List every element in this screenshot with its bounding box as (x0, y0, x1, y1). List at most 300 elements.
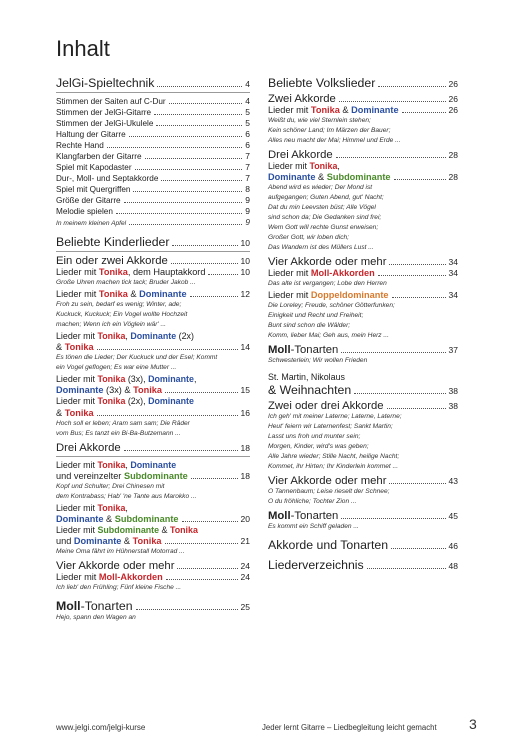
leader-dots (182, 521, 238, 522)
toc-item[interactable] (56, 173, 250, 184)
song-line: aufgegangen; Guten Abend, gut' Nacht; (268, 194, 384, 202)
leader-dots (133, 191, 242, 192)
run-text: Tonika (309, 161, 338, 171)
entry-page: 38 (448, 386, 458, 397)
run-text: (3x), (125, 374, 149, 385)
category-entry[interactable] (268, 105, 458, 116)
leader-dots (389, 264, 445, 265)
run-text: , (125, 459, 131, 470)
song-list (56, 353, 250, 373)
entry-label (56, 267, 205, 277)
subsection-heading[interactable] (268, 149, 458, 161)
song-line: Die Loreley; Freude, schöner Götterfunken; (268, 302, 395, 310)
run-text: Subdominante (326, 172, 391, 183)
run-text: Dominante (148, 396, 194, 407)
entry-page: 28 (448, 150, 458, 160)
entry-page: 24 (240, 572, 250, 583)
leader-dots (171, 263, 238, 264)
entry-label: Spiel mit Kapodaster (56, 163, 132, 172)
run-text: Tonika (97, 502, 126, 513)
leader-dots (97, 349, 238, 350)
run-text: Tonika (64, 407, 94, 418)
toc-entry[interactable] (56, 396, 250, 418)
leader-dots (339, 101, 446, 102)
run-text: Subdominante (97, 525, 160, 536)
entry-label (268, 105, 399, 115)
entry-label: Spiel mit Quergriffen (56, 185, 131, 194)
entry-label: Rechte Hand (56, 141, 104, 150)
entry-line (56, 460, 250, 471)
leader-dots (97, 415, 238, 416)
section-heading[interactable] (268, 558, 458, 572)
entry-page: 28 (448, 172, 458, 183)
leader-dots (124, 450, 238, 451)
run-text: , (337, 161, 340, 171)
entry-line-last[interactable] (56, 385, 250, 396)
song-line: Großer Gott, wir loben dich; (268, 234, 349, 242)
song-list (268, 412, 458, 472)
entry-line (56, 374, 250, 385)
run-text: Dominante (56, 385, 104, 396)
leader-dots (157, 86, 242, 87)
leader-dots (387, 408, 446, 409)
song-list (268, 356, 458, 366)
entry-label: Dur-, Moll- und Septakkorde (56, 174, 159, 183)
category-entry[interactable] (56, 572, 250, 583)
run-text: und (56, 536, 74, 547)
toc-entry[interactable] (56, 503, 250, 525)
song-line: Dat du min Leevsten büst; Alle Vögel (268, 204, 376, 212)
leader-dots (165, 392, 238, 393)
toc-entry[interactable] (56, 525, 250, 547)
run-text: Lieder mit (56, 502, 98, 513)
entry-label (56, 599, 133, 613)
run-text: Dominante (56, 514, 104, 525)
toc-entry[interactable] (56, 331, 250, 353)
subsection-heading[interactable] (268, 344, 458, 356)
toc-item[interactable] (56, 151, 250, 162)
song-line: Meine Oma fährt im Hühnerstall Motorrad ... (56, 548, 185, 556)
divider (56, 456, 250, 457)
entry-page: 26 (448, 79, 458, 89)
category-entry[interactable] (268, 268, 458, 279)
toc-item[interactable] (56, 129, 250, 140)
toc-left-column (56, 76, 250, 624)
leader-dots (129, 224, 242, 225)
entry-line (56, 331, 250, 342)
footer-url[interactable]: www.jelgi.com/jelgi-kurse (56, 723, 146, 732)
run-text: Moll-Akkorden (310, 268, 375, 279)
song-entry[interactable] (56, 217, 250, 229)
entry-label (268, 344, 338, 356)
run-text: Lieder mit (268, 161, 310, 171)
leader-dots (135, 169, 243, 170)
section-heading[interactable] (56, 235, 250, 249)
entry-label (56, 536, 162, 546)
section-heading[interactable] (268, 76, 458, 90)
page-title: Inhalt (56, 36, 110, 61)
entry-label: Vier Akkorde oder mehr (268, 475, 387, 488)
entry-page: 37 (448, 345, 458, 356)
run-text: Dominante (130, 459, 177, 470)
entry-label: Stimmen der JelGi-Ukulele (56, 119, 154, 128)
run-text: und vereinzelter (56, 470, 124, 481)
entry-label (56, 342, 94, 352)
song-list (268, 279, 458, 289)
toc-item[interactable] (56, 162, 250, 173)
leader-dots (336, 157, 446, 158)
entry-page: 48 (448, 561, 458, 572)
entry-label (268, 290, 389, 300)
leader-dots (165, 543, 238, 544)
leader-dots (116, 213, 242, 214)
entry-page: 46 (448, 541, 458, 552)
entry-page: 5 (245, 107, 250, 117)
song-line: vom Bus; Es tanzt ein Bi-Ba-Butzemann ... (56, 429, 181, 437)
run-text: & (127, 289, 140, 299)
leader-dots (124, 202, 243, 203)
entry-label: Drei Akkorde (268, 149, 333, 161)
run-text: & (159, 525, 170, 536)
leader-dots (378, 86, 445, 87)
song-list (56, 583, 250, 593)
run-text: Tonika (97, 396, 126, 407)
song-line: Einigkeit und Recht und Freiheit; (268, 312, 364, 320)
entry-label: Größe der Gitarre (56, 196, 121, 205)
entry-label: Beliebte Kinderlieder (56, 235, 170, 249)
leader-dots (190, 296, 238, 297)
leader-dots (161, 180, 242, 181)
entry-label: Vier Akkorde oder mehr (56, 560, 175, 573)
song-line: Alles neu macht der Mai; Himmel und Erde ... (268, 137, 401, 144)
entry-label (268, 510, 338, 522)
leader-dots (145, 158, 243, 159)
entry-page: 10 (240, 267, 250, 277)
entry-line-last[interactable] (268, 172, 458, 183)
run-text: Dominante (73, 536, 122, 547)
leader-dots (341, 518, 445, 519)
run-text: Tonika (97, 331, 126, 341)
toc-item[interactable] (56, 184, 250, 195)
song-line: Kommet, ihr Hirten; Ihr Kinderlein kommet ... (268, 463, 399, 471)
leader-dots (166, 579, 238, 580)
song-line: Heut' feiern wir Laternenfest; Sankt Martin; (268, 423, 393, 431)
entry-line-last[interactable] (56, 536, 250, 547)
subsection-heading[interactable] (56, 255, 250, 267)
run-text: & (56, 342, 65, 353)
toc-item[interactable] (56, 195, 250, 206)
entry-label: Liederverzeichnis (268, 558, 364, 573)
entry-page: 21 (240, 536, 250, 547)
song-list (268, 183, 458, 253)
run-text: Lieder mit (56, 289, 99, 299)
run-text: (2x), (125, 396, 149, 407)
song-line: dem Kontrabass; Hab' 'ne Tante aus Marokko ... (56, 492, 197, 500)
run-text: Subdominante (123, 470, 188, 481)
entry-label: Klangfarben der Gitarre (56, 152, 142, 161)
run-text: (2x) (176, 331, 194, 341)
run-text: Lieder mit (56, 331, 98, 341)
category-entry[interactable] (56, 289, 250, 300)
subsection-heading[interactable] (268, 256, 458, 268)
song-line: machen; Wenn ich ein Vöglein wär' ... (56, 321, 166, 328)
page-number: 3 (469, 716, 477, 732)
toc-item[interactable] (56, 96, 250, 107)
divider (56, 92, 250, 93)
song-line: Kuckuck, Kuckuck; Ein Vogel wollte Hochzeit (56, 311, 188, 318)
entry-line (268, 161, 458, 172)
run-text: Lieder mit (268, 290, 311, 301)
entry-page: 45 (448, 511, 458, 522)
subsection-heading[interactable] (268, 510, 458, 522)
entry-page: 26 (448, 105, 458, 115)
song-line: Abend wird es wieder; Der Mond ist (268, 184, 373, 192)
entry-line-last[interactable] (56, 514, 250, 525)
subsection-heading[interactable] (268, 93, 458, 105)
toc-item[interactable] (56, 107, 250, 118)
entry-label (268, 268, 375, 278)
section-heading[interactable] (56, 76, 250, 90)
subsection-heading[interactable] (56, 442, 250, 454)
subsection-heading[interactable] (268, 400, 458, 412)
entry-page: 7 (245, 151, 250, 161)
entry-page: 25 (240, 602, 250, 613)
song-list (268, 116, 458, 146)
entry-page: 4 (245, 96, 250, 106)
entry-line: St. Martin, Nikolaus (268, 372, 345, 383)
entry-page: 34 (448, 290, 458, 301)
song-list (56, 547, 250, 557)
run-text: & (103, 514, 115, 525)
leader-dots (136, 609, 238, 610)
run-text: Lieder mit (56, 396, 98, 407)
entry-page: 18 (240, 470, 250, 481)
entry-page: 8 (245, 184, 250, 194)
entry-label: Drei Akkorde (56, 441, 121, 454)
entry-page: 9 (245, 217, 250, 227)
run-text: (3x) & (103, 385, 134, 396)
entry-label (56, 408, 94, 418)
song-line: Kopf und Schulter; Drei Chinesen mit (56, 482, 165, 490)
entry-label (56, 385, 162, 395)
entry-line-last[interactable] (56, 408, 250, 419)
entry-label: Beliebte Volkslieder (268, 76, 376, 90)
run-text: Moll (268, 510, 291, 523)
leader-dots (208, 274, 237, 275)
run-text: -Tonarten (290, 344, 339, 357)
song-list (268, 487, 458, 507)
entry-page: 20 (240, 514, 250, 525)
song-list (56, 278, 250, 288)
category-entry[interactable] (268, 290, 458, 301)
run-text: Lieder mit (56, 525, 98, 536)
subsection-heading[interactable] (56, 560, 250, 572)
run-text: Dominante (148, 374, 194, 385)
entry-label (56, 471, 188, 481)
entry-page: 9 (245, 206, 250, 216)
song-line: Ich geh' mit meiner Laterne; Laterne, Laterne; (268, 413, 402, 421)
leader-dots (392, 297, 446, 298)
toc-right-column (268, 76, 458, 572)
entry-page: 34 (448, 268, 458, 279)
entry-line (56, 525, 250, 536)
entry-page: 10 (240, 256, 250, 266)
run-text: Tonika (169, 525, 198, 536)
run-text: Tonika (133, 385, 163, 396)
toc-entry[interactable] (56, 374, 250, 396)
leader-dots (107, 147, 242, 148)
run-text: Tonika (310, 105, 340, 115)
run-text: Tonika (98, 289, 128, 299)
entry-line-last[interactable] (56, 342, 250, 353)
leader-dots (402, 112, 446, 113)
run-text: Lieder mit (56, 267, 99, 277)
entry-page: 5 (245, 118, 250, 128)
run-text: Subdominante (114, 514, 179, 525)
entry-page: 6 (245, 129, 250, 139)
entry-label: Vier Akkorde oder mehr (268, 256, 387, 269)
subsection-heading[interactable] (268, 475, 458, 487)
leader-dots (129, 136, 243, 137)
song-line: Es kommt ein Schiff geladen ... (268, 523, 359, 531)
entry-page: 9 (245, 195, 250, 205)
run-text: Dominante (130, 331, 177, 341)
leader-dots (177, 568, 237, 569)
entry-page: 24 (240, 561, 250, 572)
entry-label: JelGi-Spieltechnik (56, 76, 155, 90)
song-list (56, 419, 250, 439)
run-text: Tonika (97, 459, 126, 470)
toc-entry[interactable] (268, 161, 458, 183)
leader-dots (191, 478, 238, 479)
entry-page: 14 (240, 342, 250, 353)
run-text: Lieder mit (56, 572, 99, 583)
toc-entry[interactable] (268, 372, 458, 397)
section-heading[interactable] (56, 599, 250, 613)
leader-dots (341, 352, 445, 353)
leader-dots (169, 103, 243, 104)
toc-item[interactable] (56, 206, 250, 217)
category-entry[interactable] (56, 267, 250, 278)
entry-page: 18 (240, 442, 250, 453)
run-text: Lieder mit (56, 459, 98, 470)
run-text: Tonika (97, 374, 126, 385)
entry-label (56, 514, 179, 524)
song-line: Wem Gott will rechte Gunst erweisen; (268, 224, 379, 232)
entry-page: 15 (240, 385, 250, 396)
song-line: Hoch soll er leben; Aram sam sam; Die Räder (56, 419, 190, 427)
leader-dots (391, 548, 445, 549)
leader-dots (394, 179, 446, 180)
entry-page: 38 (448, 401, 458, 412)
run-text: Lieder mit (268, 105, 311, 115)
entry-page: 7 (245, 162, 250, 172)
entry-label: Stimmen der Saiten auf C-Dur (56, 97, 166, 106)
run-text: Lieder mit (268, 268, 311, 279)
leader-dots (354, 393, 445, 394)
run-text: & (339, 105, 352, 115)
entry-label: & Weihnachten (268, 383, 352, 398)
song-line: O Tannenbaum; Leise rieselt der Schnee; (268, 488, 390, 496)
entry-label: Melodie spielen (56, 207, 113, 216)
run-text: Dominante (139, 289, 187, 299)
entry-page: 12 (240, 289, 250, 299)
entry-page: 16 (240, 407, 250, 418)
song-list (56, 482, 250, 502)
run-text: Tonika (98, 267, 128, 277)
song-list (268, 522, 458, 532)
leader-dots (154, 114, 242, 115)
leader-dots (367, 568, 446, 569)
run-text: Doppeldominante (310, 290, 389, 301)
divider (56, 251, 250, 252)
run-text: Dominante (351, 105, 399, 115)
song-line: Ich lieb' den Frühling; Fünf kleine Fische ... (56, 584, 182, 592)
entry-page: 26 (448, 94, 458, 104)
toc-entry[interactable] (56, 460, 250, 482)
run-text: Dominante (268, 172, 316, 183)
entry-line-last[interactable] (268, 383, 458, 397)
entry-label: In meinem kleinen Apfel (56, 220, 127, 227)
entry-label: Zwei oder drei Akkorde (268, 400, 384, 413)
song-line: sind schon da; Die Gedanken sind frei; (268, 214, 382, 222)
song-line: Kein schöner Land; Im Märzen der Bauer; (268, 127, 391, 134)
run-text: & (315, 172, 327, 183)
toc-item[interactable] (56, 118, 250, 129)
toc-item[interactable] (56, 140, 250, 151)
leader-dots (156, 125, 242, 126)
entry-page: 6 (245, 140, 250, 150)
entry-label (268, 172, 391, 182)
song-line: Alle Jahre wieder; Stille Nacht, heilige Nacht; (268, 453, 400, 461)
song-line: Das Wandern ist des Müllers Lust ... (268, 244, 374, 252)
entry-line (56, 396, 250, 407)
song-line: Hejo, spann den Wagen an (56, 614, 136, 622)
song-line: Lasst uns froh und munter sein; (268, 433, 361, 441)
entry-page: 34 (448, 257, 458, 268)
run-text: -Tonarten (80, 599, 133, 614)
run-text: Tonika (64, 342, 94, 353)
entry-label: Zwei Akkorde (268, 93, 336, 105)
leader-dots (378, 275, 446, 276)
run-text: , (193, 374, 197, 385)
song-line: Es tönen die Lieder; Der Kuckuck und der Esel; Kommt (56, 354, 218, 362)
run-text: -Tonarten (290, 510, 339, 523)
song-list (56, 300, 250, 330)
run-text: , (125, 331, 131, 341)
entry-page: 4 (245, 79, 250, 89)
song-line: Froh zu sein, bedarf es wenig; Winter, ade; (56, 301, 182, 308)
footer-tagline: Jeder lernt Gitarre – Liedbegleitung leicht gemacht (262, 723, 437, 732)
leader-dots (172, 245, 237, 246)
entry-line-last[interactable] (56, 471, 250, 482)
song-line: Weißt du, wie viel Sternlein stehen; (268, 117, 371, 124)
run-text: & (56, 407, 65, 418)
song-line: O du fröhliche; Tochter Zion ... (268, 498, 357, 506)
entry-line (56, 503, 250, 514)
run-text: Tonika (132, 536, 162, 547)
song-line: Komm, lieber Mai; Geh aus, mein Herz ... (268, 332, 389, 340)
entry-page: 43 (448, 476, 458, 487)
entry-label: Stimmen der JelGi-Gitarre (56, 108, 152, 117)
section-heading[interactable] (268, 538, 458, 552)
song-line: Morgen, Kinder, wird's was geben; (268, 443, 369, 451)
run-text: Moll (268, 344, 291, 357)
run-text: Lieder mit (56, 374, 98, 385)
song-line: Große Uhren machen tick tack; Bruder Jakob ... (56, 279, 196, 286)
run-text: , dem Hauptakkord (127, 267, 206, 277)
entry-page: 10 (240, 238, 250, 248)
